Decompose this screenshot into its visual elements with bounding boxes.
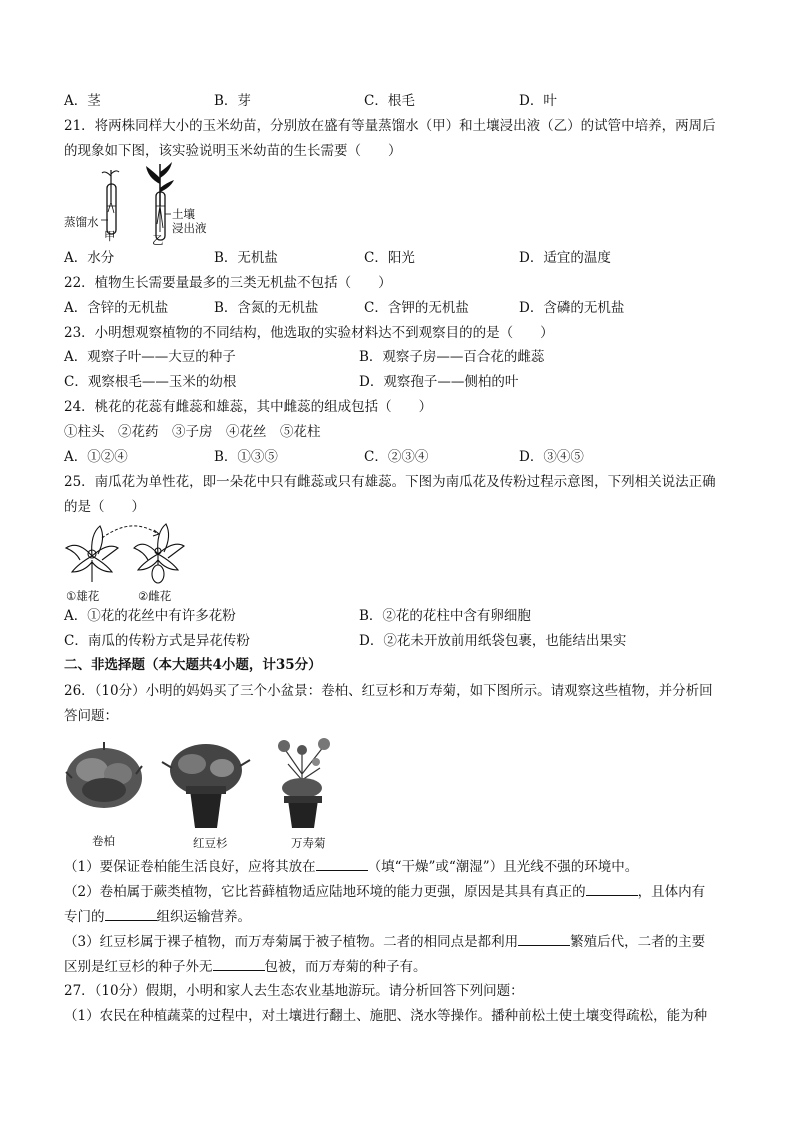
q26-s2-answer-blank-1[interactable] [586, 882, 638, 896]
q26-s1-answer-blank[interactable] [316, 857, 368, 871]
q22-option-b: B．含氮的无机盐 [214, 300, 319, 316]
q26-s3-answer-blank-2[interactable] [213, 957, 265, 971]
q26-caption-yew: 红豆杉 [193, 836, 228, 850]
yew-plant-image [162, 744, 250, 828]
q26-subquestion-2-line1 [64, 882, 705, 901]
q22-option-a: A．含锌的无机盐 [64, 300, 169, 316]
q23-option-a: A．观察子叶——大豆的种子 [64, 349, 236, 365]
q20-option-a: A．茎 [64, 93, 101, 109]
q21-stem-line1: 21．将两株同样大小的玉米幼苗，分别放在盛有等量蒸馏水（甲）和土壤浸出液（乙）的试管中培养，两周后 [64, 118, 716, 134]
q24-option-c: C．②③④ [364, 449, 429, 465]
q22-option-c: C．含钾的无机盐 [364, 300, 469, 316]
q22-stem: 22．植物生长需要量最多的三类无机盐不包括（ ） [64, 275, 392, 291]
q22-option-d: D．含磷的无机盐 [519, 300, 625, 316]
q24-option-d: D．③④⑤ [519, 449, 584, 465]
q26-subquestion-2-line2 [64, 907, 251, 926]
q26-s1-text-b: （填“干燥”或“潮湿”）且光线不强的环境中。 [367, 859, 639, 875]
q26-subquestion-3-line1 [64, 932, 705, 951]
q23-option-b: B．观察子房——百合花的雌蕊 [359, 349, 545, 365]
q24-option-a: A．①②④ [64, 449, 128, 465]
q21-label-yi: 乙 [152, 233, 164, 247]
q21-option-b: B．无机盐 [214, 250, 278, 266]
q26-s3-text-b: 繁殖后代，二者的主要 [570, 934, 706, 950]
q26-s2-text-d: 组织运输营养。 [156, 909, 251, 925]
q25-pumpkin-flower-figure [62, 520, 192, 586]
q23-option-c: C．观察根毛——玉米的幼根 [64, 374, 237, 390]
q21-label-distilled-water: 蒸馏水 [64, 215, 99, 229]
q27-subquestion-1: （1）农民在种植蔬菜的过程中，对土壤进行翻土、施肥、浇水等操作。播种前松土使土壤变得疏松，能为种 [64, 1008, 708, 1024]
q25-label-female-flower: ②雌花 [138, 589, 172, 603]
section-2-heading: 二、非选择题（本大题共4小题，计35分） [64, 657, 322, 673]
q25-option-a: A．①花的花丝中有许多花粉 [64, 608, 236, 624]
q26-s2-text-b: ，且体内有 [637, 884, 706, 900]
q20-option-d: D．叶 [519, 93, 557, 109]
q26-stem-line1: 26．（10分）小明的妈妈买了三个小盆景：卷柏、红豆杉和万寿菊，如下图所示。请观察这些植物，并分析回 [64, 683, 713, 699]
q23-option-d: D．观察孢子——侧柏的叶 [359, 374, 519, 390]
q21-stem-line2: 的现象如下图，该实验说明玉米幼苗的生长需要（ ） [64, 143, 402, 159]
q26-s3-text-d: 包被，而万寿菊的种子有。 [264, 959, 427, 975]
q21-label-soil-2: 浸出液 [172, 221, 207, 235]
q26-s3-answer-blank-1[interactable] [518, 932, 570, 946]
q21-option-c: C．阳光 [364, 250, 415, 266]
q26-stem-line2: 答问题： [64, 708, 118, 724]
selaginella-plant-image [66, 742, 142, 808]
q21-option-d: D．适宜的温度 [519, 250, 611, 266]
q21-label-jia: 甲 [104, 229, 116, 243]
q26-s2-text-c: 专门的 [64, 909, 105, 925]
q21-option-a: A．水分 [64, 250, 115, 266]
q25-stem-line1: 25．南瓜花为单性花，即一朵花中只有雌蕊或只有雄蕊。下图为南瓜花及传粉过程示意图，下列相关说法正确 [64, 474, 716, 490]
marigold-plant-image [278, 738, 330, 828]
q25-option-d: D．②花未开放前用纸袋包裹，也能结出果实 [359, 633, 627, 649]
q26-caption-selaginella: 卷柏 [92, 834, 115, 848]
q26-s3-text-a: （3）红豆杉属于裸子植物，而万寿菊属于被子植物。二者的相同点是都利用 [64, 934, 519, 950]
q26-plants-figure [62, 734, 362, 830]
q25-label-male-flower: ①雄花 [66, 589, 100, 603]
q26-s2-answer-blank-2[interactable] [105, 907, 157, 921]
q23-stem: 23．小明想观察植物的不同结构，他选取的实验材料达不到观察目的的是（ ） [64, 325, 554, 341]
q26-s3-text-c: 区别是红豆杉的种子外无 [64, 959, 213, 975]
q24-parts: ①柱头 ②花药 ③子房 ④花丝 ⑤花柱 [64, 424, 321, 440]
q26-s1-text-a: （1）要保证卷柏能生活良好，应将其放在 [64, 859, 316, 875]
q24-stem: 24．桃花的花蕊有雌蕊和雄蕊，其中雌蕊的组成包括（ ） [64, 399, 433, 415]
q26-subquestion-1 [64, 857, 638, 876]
q26-s2-text-a: （2）卷柏属于蕨类植物，它比苔藓植物适应陆地环境的能力更强，原因是其具有真正的 [64, 884, 586, 900]
q20-option-c: C．根毛 [364, 93, 415, 109]
q27-stem: 27．（10分）假期，小明和家人去生态农业基地游玩。请分析回答下列问题： [64, 983, 524, 999]
q20-option-b: B．芽 [214, 93, 251, 109]
q26-subquestion-3-line2 [64, 957, 427, 976]
q25-stem-line2: 的是（ ） [64, 499, 145, 515]
q21-label-soil-1: 土壤 [172, 207, 195, 221]
q25-option-c: C．南瓜的传粉方式是异花传粉 [64, 633, 250, 649]
q24-option-b: B．①③⑤ [214, 449, 278, 465]
q25-option-b: B．②花的花柱中含有卵细胞 [359, 608, 531, 624]
q26-caption-marigold: 万寿菊 [291, 836, 326, 850]
